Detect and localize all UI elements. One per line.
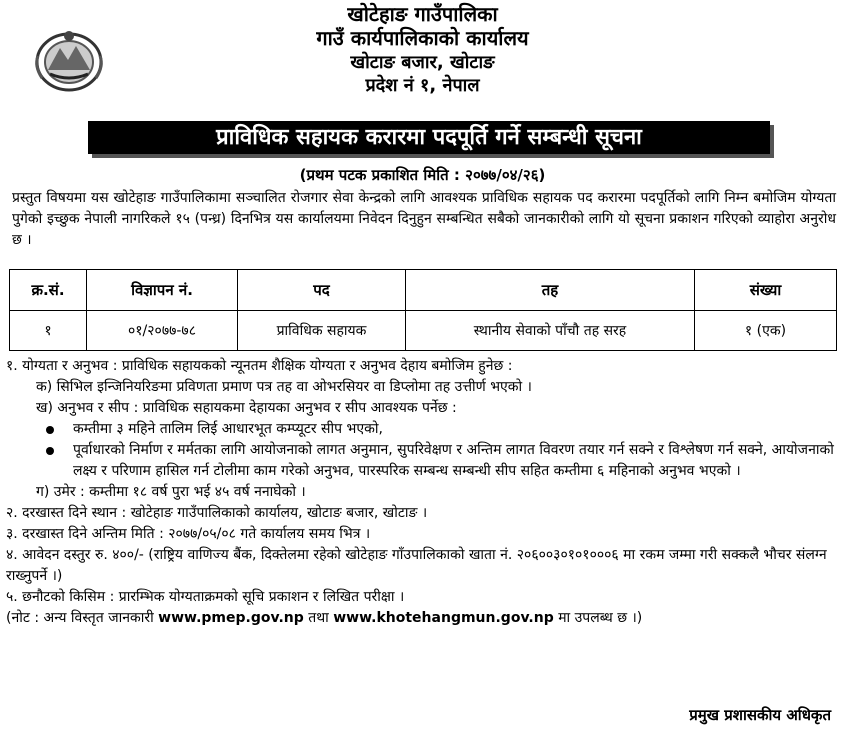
application-deadline: ३. दरखास्त दिने अन्तिम मिति : २०७७/०५/०८ गते कार्यालय समय भित्र । (6, 526, 371, 542)
application-fee: ४. आवेदन दस्तुर रु. ४००/- (राष्ट्रिय वाणिज्य बैंक, दिक्तेलमा रहेको खोटेहाङ गाँउपालिकाको खाता नं. २०६००३०१०१०००६ मा रकम जम्मा गरी सक्कलै भौचर संलग्न राख्नुपर्ने ।) (6, 547, 827, 584)
application-place: २. दरखास्त दिने स्थान : खोटेहाङ गाउँपालिकाको कार्यालय, खोटाङ बजार, खोटाङ । (6, 505, 428, 521)
office-name: गाउँ कार्यपालिकाको कार्यालय (316, 26, 529, 50)
qualification-heading: १. योग्यता र अनुभव : प्राविधिक सहायकको न्यूनतम शैक्षिक योग्यता र अनुभव देहाय बमोजिम हुनेछ : (6, 358, 513, 374)
cell-serial: १ (10, 311, 87, 351)
selection-method: ५. छनौटको किसिम : प्रारम्भिक योग्यताक्रमको सूचि प्रकाशन र लिखित परीक्षा । (6, 589, 405, 605)
col-ad-number: विज्ञापन नं. (87, 270, 238, 311)
col-level: तह (406, 270, 695, 311)
experience-infrastructure: पूर्वाधारको निर्माण र मर्मतका लागि आयोजनाको लागत अनुमान, सुपरिवेक्षण र अन्तिम लागत विवरण तयार गर्न सक्ने र विश्लेषण गर्न सक्ने, आयोजनाको लक्ष्य र परिणाम हासिल गर्न टोलीमा काम गरेको अनुभव, पारस्परिक सम्बन्ध सम्बन्धी सीप सहित कम्तीमा ६ महिनाको अनुभव भएको । (73, 442, 834, 479)
note-suffix: मा उपलब्ध छ ।) (558, 610, 643, 626)
vacancy-table (9, 269, 837, 351)
pmep-link[interactable]: www.pmep.gov.np (158, 610, 304, 626)
qualification-experience: ख) अनुभव र सीप : प्राविधिक सहायकमा देहायका अनुभव र सीप आवश्यक पर्नेछ : (36, 400, 457, 416)
note-prefix: (नोट : अन्य विस्तृत जानकारी (6, 610, 154, 626)
intro-paragraph: प्रस्तुत विषयमा यस खोटेहाङ गाउँपालिकामा सञ्चालित रोजगार सेवा केन्द्रको लागि आवश्यक प्राविधिक सहायक पद करारमा पदपूर्तिको लागि निम्न बमोजिम योग्यता पुगेको इच्छुक नेपाली नागरिकले १५ (पन्ध्र) दिनभित्र यस कार्यालयमा निवेदन दिनुहुन सम्बन्धित सबैको जानकारीको लागि यो सूचना प्रकाशन गरिएको व्याहोरा अनुरोध छ । (12, 190, 836, 248)
cell-count: १ (एक) (695, 311, 837, 351)
cell-level: स्थानीय सेवाको पाँचौ तह सरह (406, 311, 695, 351)
province-line: प्रदेश नं १, नेपाल (365, 75, 480, 96)
publication-date: (प्रथम पटक प्रकाशित मिति : २०७७/०४/२६) (299, 166, 546, 184)
col-count: संख्या (695, 270, 837, 311)
cell-ad-number: ०१/२०७७-७८ (87, 311, 238, 351)
nepal-emblem-icon (30, 26, 108, 94)
experience-computer: कम्तीमा ३ महिने तालिम लिई आधारभूत कम्प्यूटर सीप भएको, (73, 421, 383, 437)
notice-body (6, 356, 836, 629)
qualification-education: क) सिभिल इन्जिनियरिङमा प्रविणता प्रमाण पत्र तह वा ओभरसियर वा डिप्लोमा तह उत्तीर्ण भएको । (36, 379, 532, 395)
office-header (0, 2, 845, 97)
list-item (6, 419, 836, 440)
col-serial: क्र.सं. (10, 270, 87, 311)
cell-post: प्राविधिक सहायक (238, 311, 406, 351)
table-header-row (10, 270, 837, 311)
table-row (10, 311, 837, 351)
notice-title-banner: प्राविधिक सहायक करारमा पदपूर्ति गर्ने सम्बन्धी सूचना (88, 121, 770, 154)
signatory-title: प्रमुख प्रशासकीय अधिकृत (689, 706, 831, 724)
qualification-age: ग) उमेर : कम्तीमा १८ वर्ष पुरा भई ४५ वर्ष ननाघेको । (36, 484, 306, 500)
note-line (6, 608, 836, 629)
municipality-name: खोटेहाङ गाउँपालिका (347, 2, 498, 26)
office-address: खोटाङ बजार, खोटाङ (350, 52, 495, 73)
bullet-icon (46, 426, 54, 434)
col-post: पद (238, 270, 406, 311)
list-item (6, 440, 836, 482)
note-mid: तथा (308, 610, 329, 626)
municipality-link[interactable]: www.khotehangmun.gov.np (333, 610, 554, 626)
bullet-icon (46, 447, 54, 455)
